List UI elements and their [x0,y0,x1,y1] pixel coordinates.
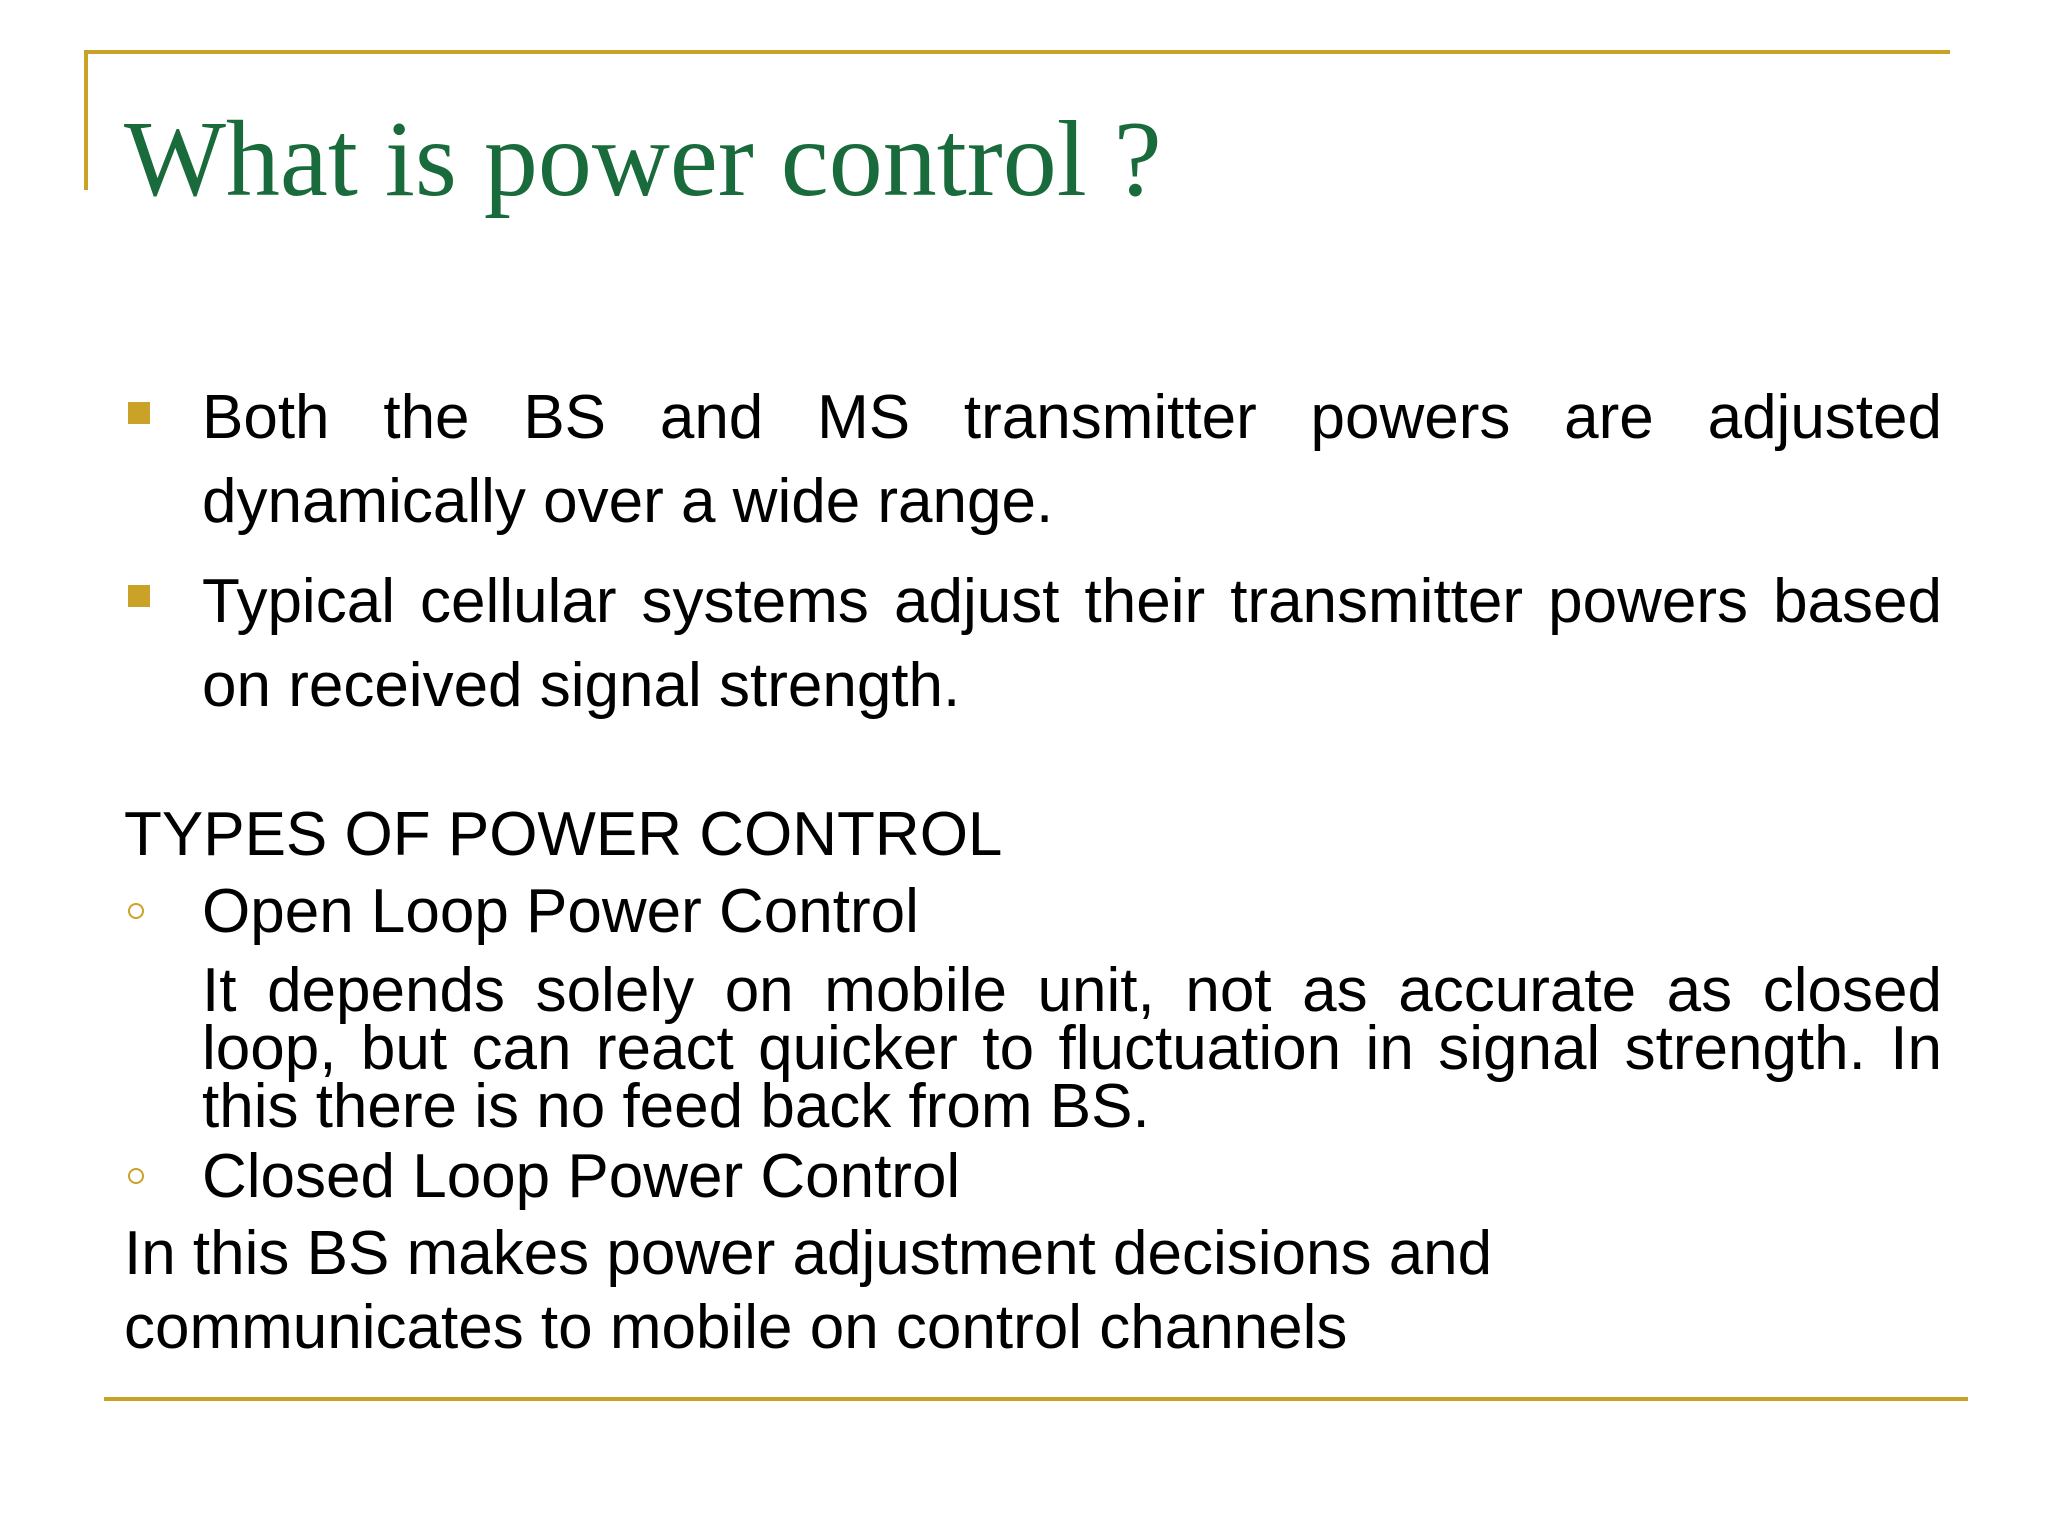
slide-title: What is power control ? [124,100,1162,219]
square-bullet-icon [128,585,150,607]
bullet-item: Typical cellular systems adjust their transmitter powers based on received signal strength. [202,567,1942,720]
bottom-border-line [104,1397,1968,1401]
open-loop-description: It depends solely on mobile unit, not as accurate as closed loop, but can react quicker to fluctuation in signal strength. In this there is no feed back from BS. [202,956,1942,1141]
square-bullet-icon [128,402,150,424]
circle-bullet-icon [128,903,144,919]
closed-loop-description-line: In this BS makes power adjustment decisions and [124,1219,1493,1288]
open-loop-label: Open Loop Power Control [202,877,919,946]
closed-loop-label: Closed Loop Power Control [202,1142,961,1211]
top-border-line [84,50,1950,54]
bullet-item: Both the BS and MS transmitter powers are adjusted dynamically over a wide range. [202,383,1942,536]
section-heading: TYPES OF POWER CONTROL [124,800,1003,869]
left-border-line [84,50,88,190]
closed-loop-description-line: communicates to mobile on control channels [124,1293,1348,1362]
circle-bullet-icon [128,1168,144,1184]
